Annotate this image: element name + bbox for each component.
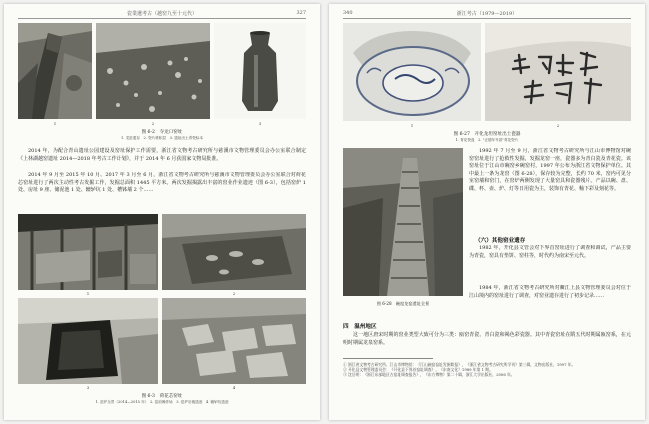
footnote-1: ① 浙江省文物考古研究所、江山市博物馆：《江山碗窑窑址发掘简报》，《浙江省文物考古研究所学刊》第三辑，文物出版社，1997 年。: [343, 362, 576, 367]
fig1-num-3: 3: [258, 121, 262, 126]
left-page-number: 327: [296, 10, 306, 16]
left-paragraph-2: 2014 年 9 月至 2015 年 10 月、2017 年 3 月至 6 月，浙江省文物考古研究所与慈溪市文物管理委员会办公室联合对荷花芯窑址进行了两次主动性考古发掘工作，发掘总面积 1445 平方米。两次发掘揭露出丰富的窑业作业遗迹（图 6-3），包括窑炉 1 处、房址 9 座、储泥池 1 处、辘轳坑 1 处、槽钵墙 2 个……: [18, 172, 306, 194]
fig1-num-2: 2: [151, 121, 155, 126]
fig1-caption: 图 6-2 寺龙口窑址: [141, 130, 183, 135]
right-paragraph-3: 1984 年，浙江省文物考古研究所对衢江上县文物管理委员会对位于江山境内的窑址进行了调查，对窑业遗存进行了初步记录……: [469, 285, 631, 299]
footnote-2: ② 开化县文物管理委员会：《开化县下界首窑址调查》，《东南文化》1989 年第 1 期。: [343, 367, 493, 373]
photo-blue-white-plate: [343, 23, 481, 121]
fig1-num-1: 1: [53, 121, 57, 126]
subheading-other-kilns: （六）其他窑业遗存: [475, 238, 526, 244]
photo-potter-wheel-pit: [162, 298, 306, 384]
fig1-subcaption: 1. 龙窑遗存 2. 瓷片堆积层 3. 遗址出土青瓷标本: [121, 136, 203, 140]
right-page-number: 340: [343, 10, 353, 16]
right-fig1-caption: 图 6-27 开化龙坦窑址出土瓷器: [453, 132, 521, 137]
fig2-num-1: 1: [86, 291, 90, 296]
photo-dragon-kiln-overview: [343, 148, 463, 296]
right-paragraph-4: 这一地区唐宋时期的窑业类型大致可分为三类：瓯窑青瓷、青白瓷和褐色彩瓷器。其中青瓷窑址在隋五代时期属瓯窑系，在元明时期属龙泉窑系。: [343, 332, 631, 346]
fig2-num-4: 4: [232, 385, 236, 390]
right-paragraph-1: 1992 年 7 月至 9 月，浙江省文物考古研究所与江山市博物馆对碗窑窑址进行了抢救性发掘，发掘龙窑一座，瓷器多为青白瓷及青花瓷。该窑址位于江山市碗窑乡碗窑村，1997 年公布为浙江省文物保护单位。其中最上一条为龙窑（图 6-28），保存较为完整，长约 70 米，窑内可见分室窑墙和窑门，在窑炉两侧发现了大量窑具和瓷器残片。产品以碗、盘、碟、杯、壶、炉、灯等日用瓷为主，装饰有青花、釉下彩及刻花等。: [469, 148, 631, 192]
right-fig1-num-1: 1: [410, 123, 414, 128]
left-header-title: 瓷業遺考古（越窑九至十元代）: [126, 11, 197, 17]
right-paragraph-2: 1982 年，开化县文管会对下界首窑址进行了调查和调试，产品主要为青瓷，窑具有垫饼、窑柱等，时代约为南宋至元代。: [469, 245, 631, 259]
photo-inscribed-shard: [485, 23, 631, 121]
fig2-num-3: 3: [86, 385, 90, 390]
photo-kiln-wall: [18, 298, 158, 384]
photo-kiln-slope: [18, 23, 92, 119]
section-heading-wenzhou: 四 温州地区: [343, 324, 377, 330]
right-fig1-num-2: 2: [556, 123, 560, 128]
photo-celadon-vase: [214, 23, 306, 119]
right-header-title: 浙江考古（1979—2019）: [456, 11, 518, 17]
left-running-head: [18, 10, 306, 19]
photo-shard-heap: [96, 23, 210, 119]
photo-work-area: [162, 214, 306, 290]
right-fig1-subcaption: 1. 青花瓷盘 2. "正德年号款"青花瓷片: [455, 138, 519, 142]
left-paragraph-1: 2014 年，为配合青山遗址公园建设及窑址保护工作需要，浙江省文物考古研究所与慈溪市文物管理委员会办公室联合制定《上林湖越窑遗址 2014—2018 年考古工作计划》，并于 2014 年 6 月获国家文物局批准。: [18, 148, 306, 162]
right-fig2-caption: 图 6-28 碗窑龙窑遗址全景: [376, 301, 430, 306]
footnote-3: ③ 沈岳明：《浙江东部地区古窑址调查报告》，《东方博物》第二十辑，浙江大学出版社，2006 年。: [343, 372, 515, 378]
fig2-num-2: 2: [232, 291, 236, 296]
right-running-head: [343, 10, 631, 19]
right-paragraph-3-continued: [343, 310, 631, 318]
right-page: [329, 4, 645, 420]
footnote-rule: [343, 358, 433, 359]
left-page: [4, 4, 320, 420]
fig2-caption: 图 6-3 荷花芯窑址: [141, 394, 183, 399]
footnotes: [343, 362, 631, 378]
fig2-subcaption: 1. 窑炉全景（2014—2015 年） 2. 窑前操作场 3. 窑炉后墙遗迹 4. 辘轳坑遗迹: [95, 400, 229, 404]
photo-kiln-overview: [18, 214, 158, 290]
